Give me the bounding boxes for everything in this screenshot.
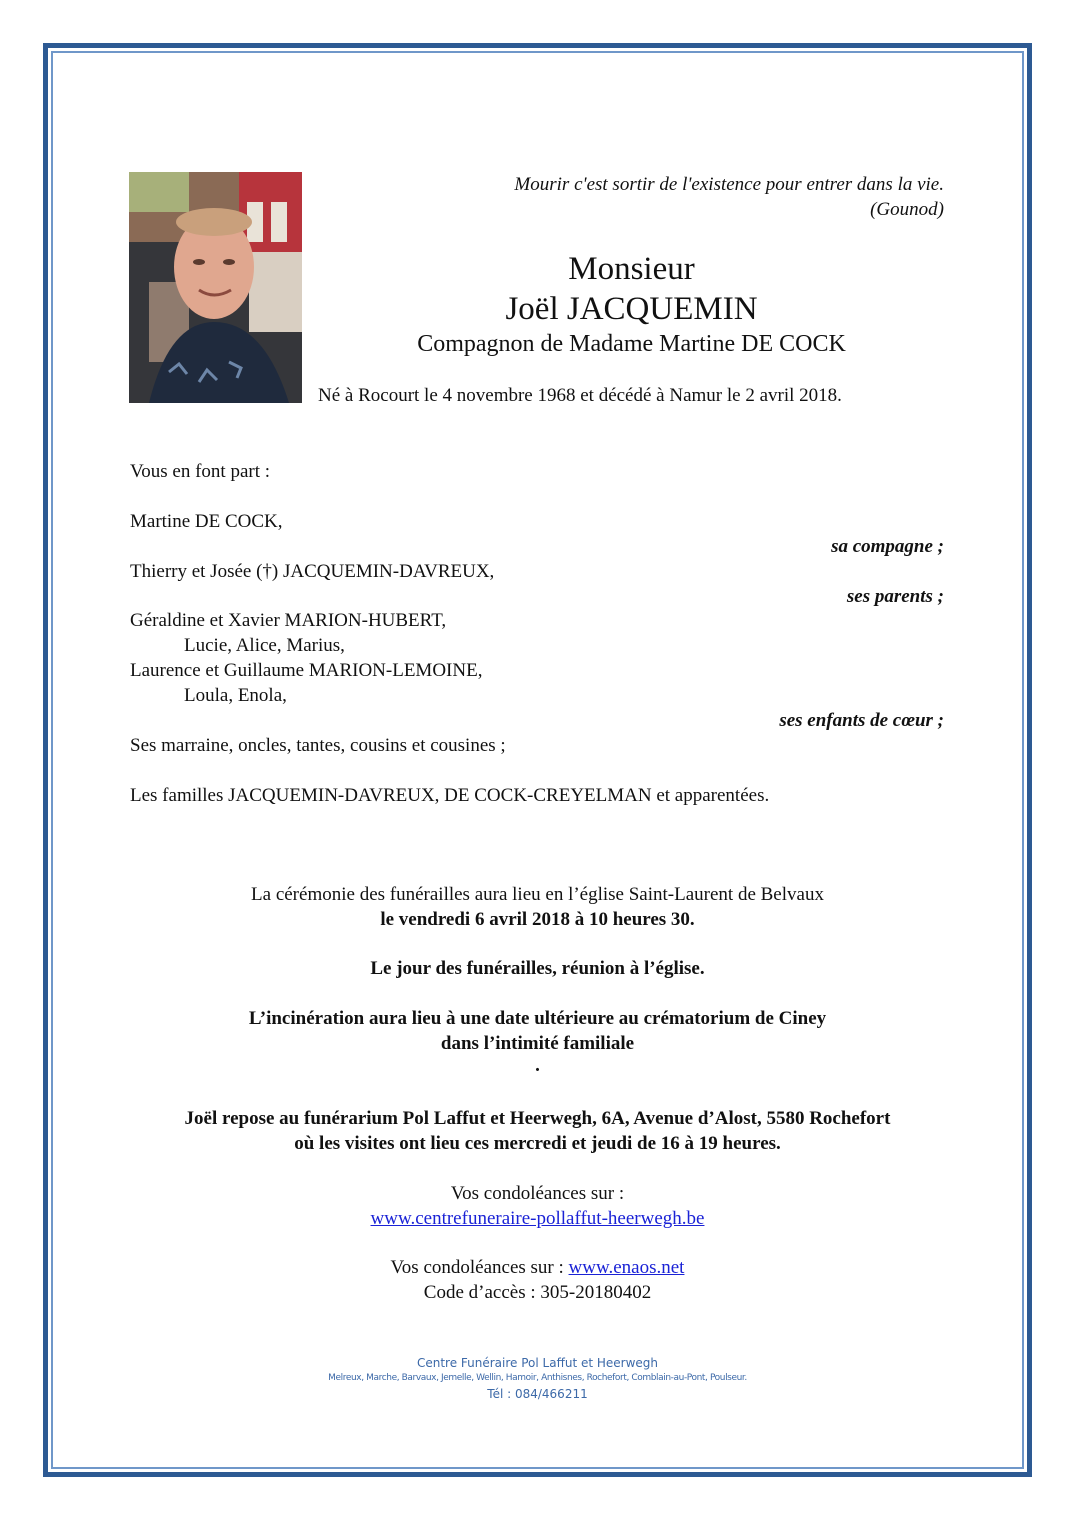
children-role: ses enfants de cœur ;	[779, 710, 944, 731]
godparents-line: Ses marraine, oncles, tantes, cousins et cousines ;	[130, 735, 506, 756]
partner-line: Compagnon de Madame Martine DE COCK	[417, 331, 846, 357]
family-line-1: Géraldine et Xavier MARION-HUBERT,	[130, 610, 447, 631]
birth-death-line: Né à Rocourt le 4 novembre 1968 et décédé à Namur le 2 avril 2018.	[318, 385, 842, 406]
portrait-photo	[129, 172, 302, 403]
epigraph-author: (Gounod)	[870, 199, 944, 220]
condolences-line-2	[0, 1257, 1075, 1279]
condolences-link-1-wrap	[0, 1208, 1075, 1230]
ceremony-line-1: La cérémonie des funérailles aura lieu en l’église Saint-Laurent de Belvaux	[251, 884, 824, 905]
parents-role: ses parents ;	[846, 586, 944, 607]
families-line: Les familles JACQUEMIN-DAVREUX, DE COCK-CREYELMAN et apparentées.	[130, 785, 770, 806]
footer-phone: Tél : 084/466211	[487, 1387, 588, 1401]
ceremony-meeting: Le jour des funérailles, réunion à l’église.	[370, 958, 705, 979]
rest-line-1: Joël repose au funérarium Pol Laffut et Heerwegh, 6A, Avenue d’Alost, 5580 Rochefort	[184, 1108, 891, 1129]
footer-company: Centre Funéraire Pol Laffut et Heerwegh	[416, 1356, 659, 1370]
condolences-label-2: Vos condoléances sur :	[390, 1257, 569, 1278]
announcement-intro: Vous en font part :	[130, 461, 271, 482]
footer-locations: Melreux, Marche, Barvaux, Jemelle, Wellin, Hamoir, Anthisnes, Rochefort, Comblain-au-Pont, Poulseur.	[328, 1373, 747, 1383]
family-line-2-children: Loula, Enola,	[184, 685, 287, 706]
condolences-link-1[interactable]: www.centrefuneraire-pollaffut-heerwegh.be	[370, 1208, 705, 1229]
cremation-line-2: dans l’intimité familiale	[440, 1033, 635, 1054]
separator-dot: .	[535, 1055, 540, 1076]
partner-role: sa compagne ;	[831, 536, 944, 557]
partner-name: Martine DE COCK,	[130, 511, 283, 532]
rest-line-2: où les visites ont lieu ces mercredi et jeudi de 16 à 19 heures.	[294, 1133, 781, 1154]
access-code: Code d’accès : 305-20180402	[423, 1282, 652, 1303]
honorific: Monsieur	[568, 251, 695, 287]
family-line-2: Laurence et Guillaume MARION-LEMOINE,	[130, 660, 483, 681]
deceased-name: Joël JACQUEMIN	[505, 291, 758, 327]
family-line-1-children: Lucie, Alice, Marius,	[184, 635, 345, 656]
cremation-line-1: L’incinération aura lieu à une date ultérieure au crématorium de Ciney	[248, 1008, 827, 1029]
parents-name: Thierry et Josée (†) JACQUEMIN-DAVREUX,	[130, 561, 495, 582]
epigraph-quote: Mourir c'est sortir de l'existence pour entrer dans la vie.	[514, 174, 944, 195]
condolences-label-1: Vos condoléances sur :	[450, 1183, 625, 1204]
condolences-link-2[interactable]: www.enaos.net	[568, 1257, 685, 1278]
ceremony-date: le vendredi 6 avril 2018 à 10 heures 30.	[380, 909, 695, 930]
